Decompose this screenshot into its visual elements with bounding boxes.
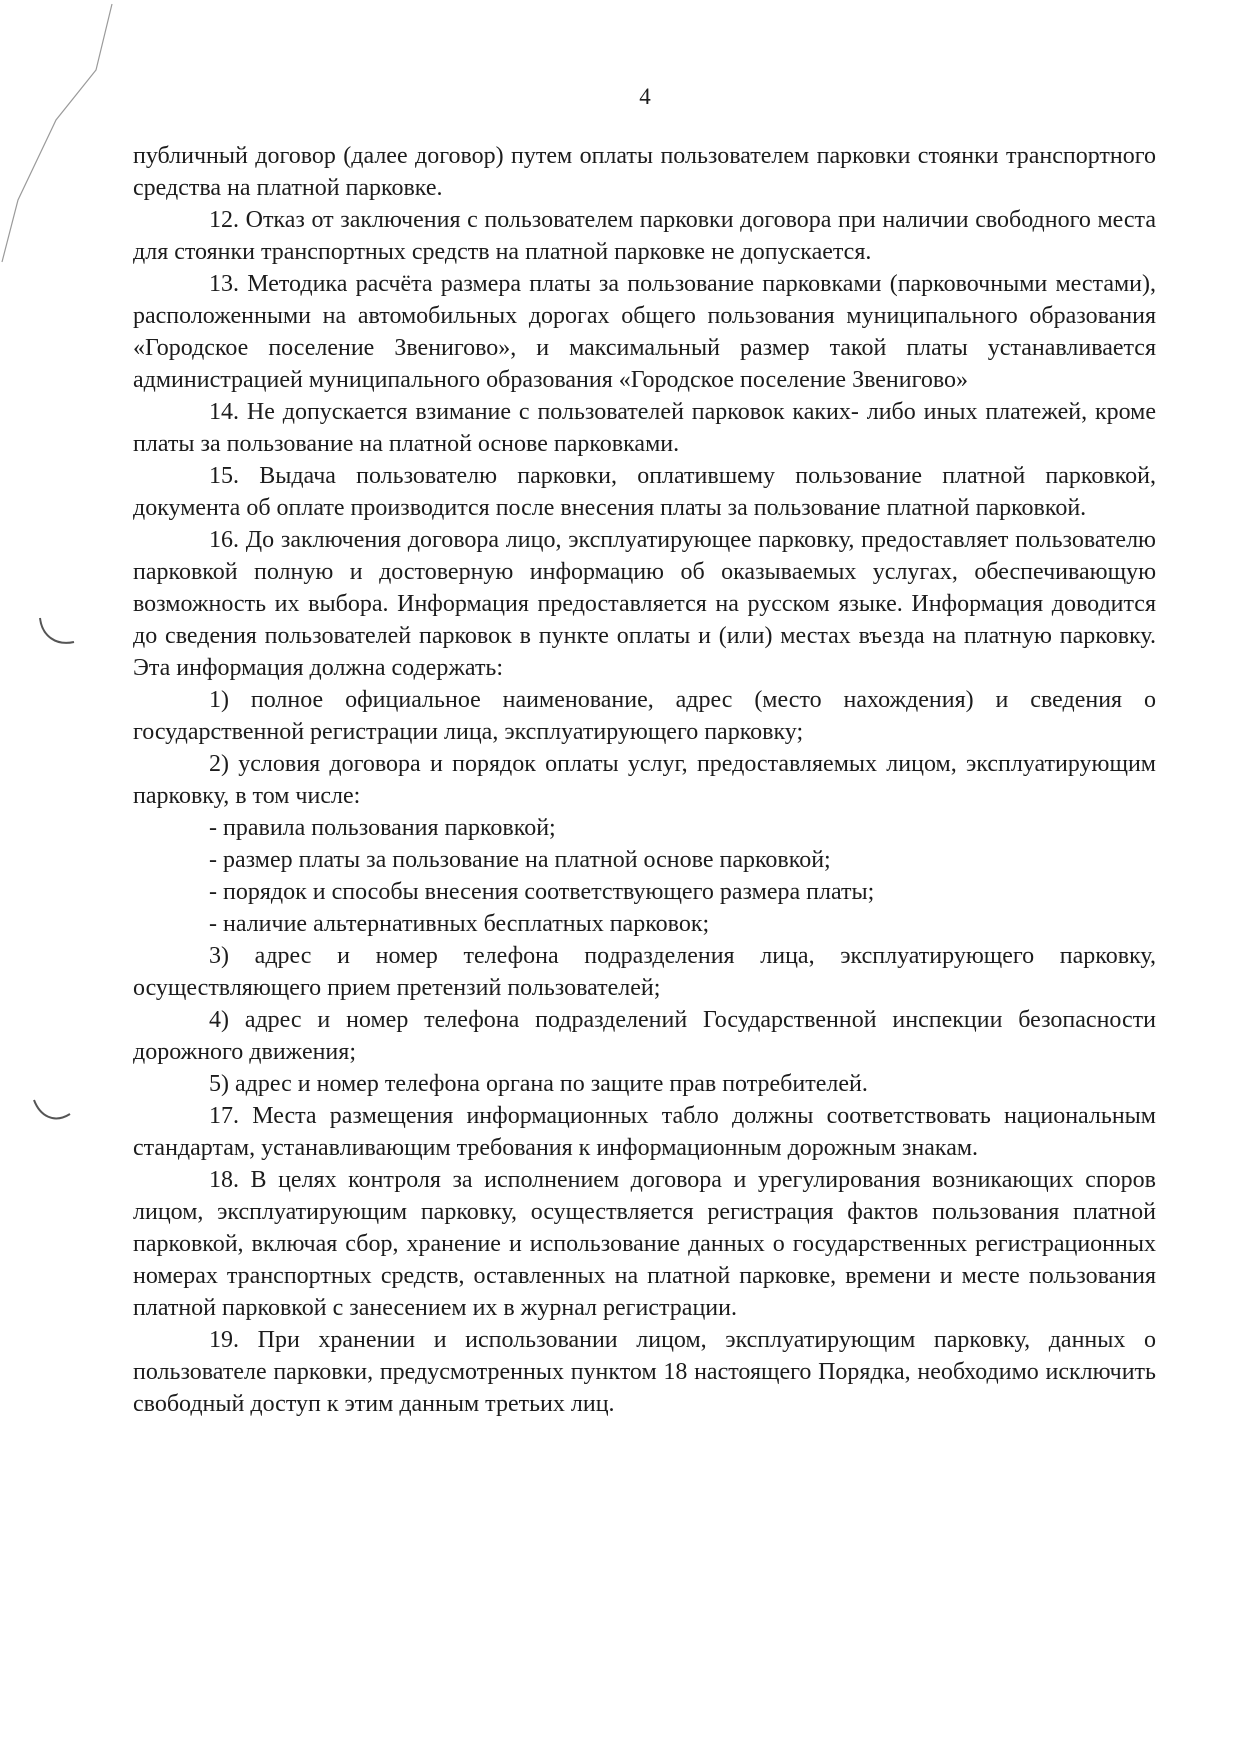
list-item-1: 1) полное официальное наименование, адрес (место нахождения) и сведения о государственной регистрации лица, эксплуатирующего парковку; [133, 687, 1156, 745]
paragraph-12: 12. Отказ от заключения с пользователем парковки договора при наличии свободного места для стоянки транспортных средств на платной парковке не допускается. [133, 207, 1156, 265]
paragraph-15: 15. Выдача пользователю парковки, оплатившему пользование платной парковкой, документа об оплате производится после внесения платы за пользование платной парковкой. [133, 463, 1156, 521]
paragraph-13: 13. Методика расчёта размера платы за пользование парковками (парковочными местами), расположенными на автомобильных дорогах общего пользования муниципального образования «Городское поселение Звенигово», и максимальный размер такой платы устанавливается администрацией муниципального образования «Городское поселение Звенигово» [133, 271, 1156, 393]
paragraph-16: 16. До заключения договора лицо, эксплуатирующее парковку, предоставляет пользователю парковкой полную и достоверную информацию об оказываемых услугах, обеспечивающую возможность их выбора. Информация предоставляется на русском языке. Информация доводится до сведения пользователей парковок в пункте оплаты и (или) местах въезда на платную парковку. Эта информация должна содержать: [133, 527, 1156, 681]
list-item-3: 3) адрес и номер телефона подразделения лица, эксплуатирующего парковку, осуществляющего прием претензий пользователей; [133, 943, 1156, 1001]
punch-hole-mark-lower [30, 1090, 76, 1130]
list-item-5: 5) адрес и номер телефона органа по защите прав потребителей. [209, 1071, 868, 1097]
paragraph-continuation: публичный договор (далее договор) путем оплаты пользователем парковки стоянки транспортного средства на платной парковке. [133, 143, 1156, 201]
scan-corner-edge [0, 0, 120, 280]
page-number: 4 [639, 84, 651, 109]
paragraph-19: 19. При хранении и использовании лицом, эксплуатирующим парковку, данных о пользователе парковки, предусмотренных пунктом 18 настоящего Порядка, необходимо исключить свободный доступ к этим данным третьих лиц. [133, 1327, 1156, 1417]
sub-item-free-parking: - наличие альтернативных бесплатных парковок; [209, 911, 710, 937]
sub-item-fee: - размер платы за пользование на платной основе парковкой; [209, 847, 831, 873]
paragraph-17: 17. Места размещения информационных табло должны соответствовать национальным стандартам, устанавливающим требования к информационным дорожным знакам. [133, 1103, 1156, 1161]
paragraph-18: 18. В целях контроля за исполнением договора и урегулирования возникающих споров лицом, эксплуатирующим парковку, осуществляется регистрация фактов пользования платной парковкой, включая сбор, хранение и использование данных о государственных регистрационных номерах транспортных средств, оставленных на платной парковке, времени и месте пользования платной парковкой с занесением их в журнал регистрации. [133, 1167, 1156, 1321]
list-item-4: 4) адрес и номер телефона подразделений Государственной инспекции безопасности дорожного движения; [133, 1007, 1156, 1065]
document-body [133, 140, 1156, 1420]
list-item-2: 2) условия договора и порядок оплаты услуг, предоставляемых лицом, эксплуатирующим парковку, в том числе: [133, 751, 1156, 809]
sub-item-rules: - правила пользования парковкой; [209, 815, 556, 841]
sub-item-payment-methods: - порядок и способы внесения соответствующего размера платы; [209, 879, 875, 905]
punch-hole-mark-upper [34, 612, 80, 652]
paragraph-14: 14. Не допускается взимание с пользователей парковок каких- либо иных платежей, кроме платы за пользование на платной основе парковками. [133, 399, 1156, 457]
